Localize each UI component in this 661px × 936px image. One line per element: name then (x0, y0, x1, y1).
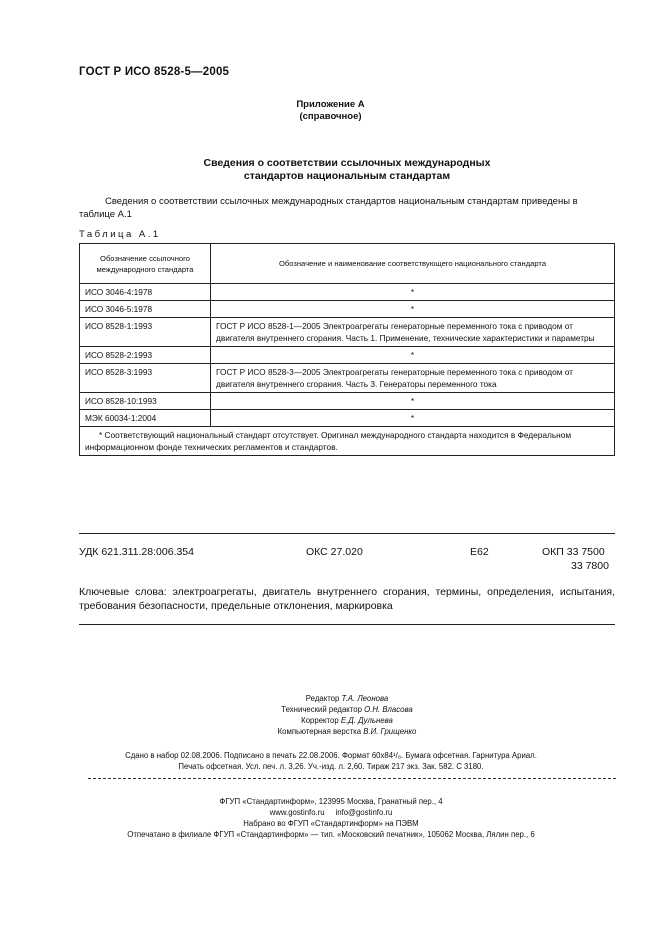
national-cell: ГОСТ Р ИСО 8528-1—2005 Электроагрегаты генераторные переменного тока с приводом от двигателя внутреннего сгорания. Часть 1. Применение, технические характеристики и параметры (211, 318, 615, 347)
dashed-divider (88, 778, 616, 779)
publisher-address: ФГУП «Стандартинформ», 123995 Москва, Гранатный пер., 4 (219, 797, 443, 806)
credit-line (0, 726, 661, 738)
credit-role: Технический редактор (281, 705, 362, 714)
credit-line (0, 704, 661, 716)
table-row (80, 347, 615, 364)
ref-cell: ИСО 8528-3:1993 (80, 364, 211, 393)
appendix-title: Приложение А (296, 99, 365, 110)
table-row (80, 301, 615, 318)
divider-top (79, 533, 615, 534)
national-cell: * (211, 284, 615, 301)
publisher-email: info@gostinfo.ru (335, 808, 393, 817)
keywords: Ключевые слова: электроагрегаты, двигатель внутреннего сгорания, термины, определения, испытания, требования безопасности, предельные отклонения, маркировка (79, 586, 615, 612)
intro-paragraph: Сведения о соответствии ссылочных международных стандартов национальным стандартам приведены в таблице А.1 (79, 196, 578, 220)
col2-header: Обозначение и наименование соответствующего национального стандарта (211, 244, 615, 284)
credit-line (0, 715, 661, 727)
group-code: Е62 (470, 546, 489, 558)
credit-role: Редактор (305, 694, 340, 703)
print-info-line1: Сдано в набор 02.08.2006. Подписано в печать 22.08.2006. Формат 60x84¹/₈. Бумага офсетная. Гарнитура Ариал. (125, 751, 537, 760)
ref-cell: МЭК 60034-1:2004 (80, 410, 211, 427)
okp-code-1: ОКП 33 7500 (542, 546, 605, 558)
appendix-status: (справочное) (299, 111, 362, 122)
print-info-line2: Печать офсетная. Усл. печ. л. 3,26. Уч.-изд. л. 2,60. Тираж 217 экз. Зак. 582. С 3180. (178, 762, 484, 771)
credit-person: В.И. Грищенко (363, 727, 417, 736)
table-row (80, 364, 615, 393)
ref-cell: ИСО 8528-1:1993 (80, 318, 211, 347)
ref-cell: ИСО 3046-5:1978 (80, 301, 211, 318)
credit-line (0, 693, 661, 705)
table-caption: Таблица А.1 (79, 229, 161, 240)
section-title-line2: стандартов национальным стандартам (243, 170, 451, 182)
okp-code-2: 33 7800 (571, 560, 609, 572)
typeset-info: Набрано во ФГУП «Стандартинформ» на ПЭВМ (243, 819, 419, 828)
ref-cell: ИСО 3046-4:1978 (80, 284, 211, 301)
table-row (80, 284, 615, 301)
table-footnote-row (80, 427, 615, 456)
credit-person: Т.А. Леонова (341, 694, 389, 703)
oks-code: ОКС 27.020 (306, 546, 363, 558)
table-row (80, 393, 615, 410)
publisher-contacts (0, 807, 661, 819)
ref-cell: ИСО 8528-10:1993 (80, 393, 211, 410)
udk-code: УДК 621.311.28:006.354 (79, 546, 194, 558)
credit-person: Е.Д. Дульнева (340, 716, 393, 725)
section-title-line1: Сведения о соответствии ссылочных международных (203, 157, 491, 169)
printing-house-info: Отпечатано в филиале ФГУП «Стандартинформ» — тип. «Московский печатник», 105062 Москва, Лялин пер., 6 (127, 830, 535, 839)
national-cell: * (211, 410, 615, 427)
publisher-website: www.gostinfo.ru (269, 808, 325, 817)
document-header: ГОСТ Р ИСО 8528-5—2005 (79, 66, 230, 78)
credit-role: Корректор (301, 716, 339, 725)
credit-role: Компьютерная верстка (277, 727, 362, 736)
reference-table (79, 243, 615, 456)
national-cell: * (211, 393, 615, 410)
ref-cell: ИСО 8528-2:1993 (80, 347, 211, 364)
national-cell: * (211, 347, 615, 364)
credit-person: О.Н. Власова (364, 705, 413, 714)
divider-bottom (79, 624, 615, 625)
national-cell: * (211, 301, 615, 318)
table-header-row (80, 244, 615, 284)
table-row (80, 410, 615, 427)
col1-header: Обозначение ссылочного международного стандарта (80, 244, 211, 284)
national-cell: ГОСТ Р ИСО 8528-3—2005 Электроагрегаты генераторные переменного тока с приводом от двигателя внутреннего сгорания. Часть 3. Генераторы переменного тока (211, 364, 615, 393)
table-footnote: * Соответствующий национальный стандарт отсутствует. Оригинал международного стандарта находится в Федеральном информационном фонде технических регламентов и стандартов. (80, 427, 615, 456)
table-row (80, 318, 615, 347)
